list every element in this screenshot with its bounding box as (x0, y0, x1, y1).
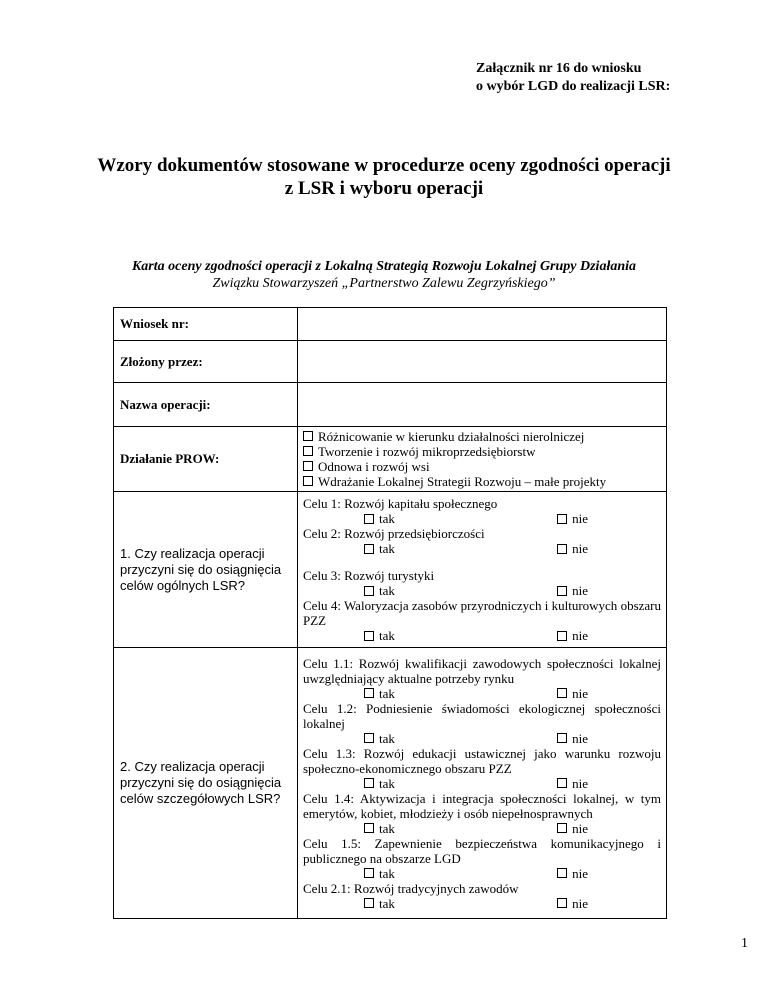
checkbox-no[interactable] (557, 514, 567, 524)
goal-text: Celu 4: Waloryzacja zasobów przyrodniczych i kulturowych obszaru PZZ (303, 598, 661, 628)
goal-text: Celu 1.3: Rozwój edukacji ustawicznej jako warunku rozwoju społeczno-ekonomicznego obszaru PZZ (303, 745, 661, 776)
checkbox[interactable] (303, 446, 313, 456)
yes-no-choice (303, 776, 661, 791)
q1-label: 1. Czy realizacja operacji przyczyni się do osiągnięcia celów ogólnych LSR? (114, 492, 298, 648)
annex-line-1: Załącznik nr 16 do wniosku (476, 61, 642, 76)
page-number: 1 (741, 936, 748, 951)
dzialanie-label: Działanie PROW: (114, 427, 298, 492)
checkbox-no[interactable] (557, 586, 567, 596)
checkbox-no[interactable] (557, 688, 567, 698)
option-row (303, 429, 661, 444)
annex-header (476, 60, 736, 96)
no-label: nie (572, 775, 588, 791)
goal-text: Celu 1.5: Zapewnienie bezpieczeństwa komunikacyjnego i publicznego na obszarze LGD (303, 835, 661, 866)
specific-goals (298, 648, 667, 919)
yes-no-choice (303, 541, 661, 556)
no-label: nie (572, 895, 588, 911)
no-label: nie (572, 730, 588, 746)
checkbox-yes[interactable] (364, 823, 374, 833)
yes-no-choice (303, 731, 661, 746)
evaluation-form-table (113, 307, 667, 919)
checkbox-no[interactable] (557, 823, 567, 833)
no-label: nie (572, 820, 588, 836)
option-row (303, 474, 661, 489)
nazwa-label: Nazwa operacji: (114, 383, 298, 427)
checkbox-yes[interactable] (364, 868, 374, 878)
goal-text: Celu 1.2: Podniesienie świadomości ekologicznej społeczności lokalnej (303, 700, 661, 731)
option-label: Różnicowanie w kierunku działalności nierolniczej (318, 429, 585, 444)
yes-no-choice (303, 628, 661, 643)
goal-text: Celu 1.4: Aktywizacja i integracja społeczności lokalnej, w tym emerytów, kobiet, młodzieży i osób niepełnosprawnych (303, 790, 661, 821)
zlozony-label: Złożony przez: (114, 341, 298, 383)
goal-text: Celu 2.1: Rozwój tradycyjnych zawodów (303, 880, 519, 896)
table-row (114, 492, 667, 648)
general-goals (298, 492, 667, 648)
checkbox-no[interactable] (557, 898, 567, 908)
checkbox-yes[interactable] (364, 733, 374, 743)
yes-label: tak (379, 895, 395, 911)
checkbox[interactable] (303, 431, 313, 441)
no-label: nie (572, 583, 588, 598)
wniosek-label: Wniosek nr: (114, 308, 298, 341)
no-label: nie (572, 685, 588, 701)
option-label: Tworzenie i rozwój mikroprzedsiębiorstw (318, 444, 536, 459)
yes-label: tak (379, 628, 395, 643)
no-label: nie (572, 628, 588, 643)
table-row (114, 308, 667, 341)
checkbox[interactable] (303, 461, 313, 471)
no-label: nie (572, 865, 588, 881)
dzialanie-options (298, 427, 667, 492)
yes-no-choice (303, 866, 661, 881)
goal-text: Celu 3: Rozwój turystyki (303, 568, 435, 583)
table-row (114, 341, 667, 383)
goal-text: Celu 1: Rozwój kapitału społecznego (303, 496, 498, 511)
table-row (114, 383, 667, 427)
checkbox-yes[interactable] (364, 631, 374, 641)
subtitle-line-1: Karta oceny zgodności operacji z Lokalną Strategią Rozwoju Lokalnej Grupy Działania (131, 259, 637, 274)
nazwa-field[interactable] (298, 383, 667, 427)
document-title (60, 154, 708, 200)
subtitle-line-2: Związku Stowarzyszeń „Partnerstwo Zalewu Zegrzyńskiego” (212, 276, 556, 291)
checkbox-no[interactable] (557, 544, 567, 554)
checkbox-yes[interactable] (364, 688, 374, 698)
checkbox[interactable] (303, 476, 313, 486)
option-row (303, 444, 661, 459)
checkbox-no[interactable] (557, 778, 567, 788)
option-label: Odnowa i rozwój wsi (318, 459, 430, 474)
yes-label: tak (379, 685, 395, 701)
option-row (303, 459, 661, 474)
checkbox-yes[interactable] (364, 514, 374, 524)
yes-no-choice (303, 583, 661, 598)
checkbox-yes[interactable] (364, 544, 374, 554)
yes-label: tak (379, 511, 395, 526)
checkbox-yes[interactable] (364, 586, 374, 596)
form-subtitle (60, 258, 708, 292)
option-label: Wdrażanie Lokalnej Strategii Rozwoju – małe projekty (318, 474, 607, 489)
checkbox-no[interactable] (557, 631, 567, 641)
no-label: nie (572, 511, 588, 526)
yes-label: tak (379, 775, 395, 791)
yes-no-choice (303, 686, 661, 701)
checkbox-yes[interactable] (364, 778, 374, 788)
q2-label: 2. Czy realizacja operacji przyczyni się do osiągnięcia celów szczegółowych LSR? (114, 648, 298, 919)
annex-line-2: o wybór LGD do realizacji LSR: (476, 79, 671, 94)
yes-no-choice (303, 511, 661, 526)
yes-label: tak (379, 730, 395, 746)
table-row (114, 648, 667, 919)
yes-label: tak (379, 820, 395, 836)
yes-label: tak (379, 583, 395, 598)
yes-label: tak (379, 541, 395, 556)
zlozony-field[interactable] (298, 341, 667, 383)
yes-no-choice (303, 821, 661, 836)
table-row (114, 427, 667, 492)
goal-text: Celu 1.1: Rozwój kwalifikacji zawodowych społeczności lokalnej uwzględniający aktualne potrzeby rynku (303, 655, 661, 686)
title-line-2: z LSR i wyboru operacji (284, 178, 484, 199)
goal-text: Celu 2: Rozwój przedsiębiorczości (303, 526, 485, 541)
no-label: nie (572, 541, 588, 556)
yes-label: tak (379, 865, 395, 881)
wniosek-field[interactable] (298, 308, 667, 341)
title-line-1: Wzory dokumentów stosowane w procedurze oceny zgodności operacji (97, 155, 671, 176)
checkbox-no[interactable] (557, 868, 567, 878)
yes-no-choice (303, 896, 661, 911)
checkbox-no[interactable] (557, 733, 567, 743)
checkbox-yes[interactable] (364, 898, 374, 908)
